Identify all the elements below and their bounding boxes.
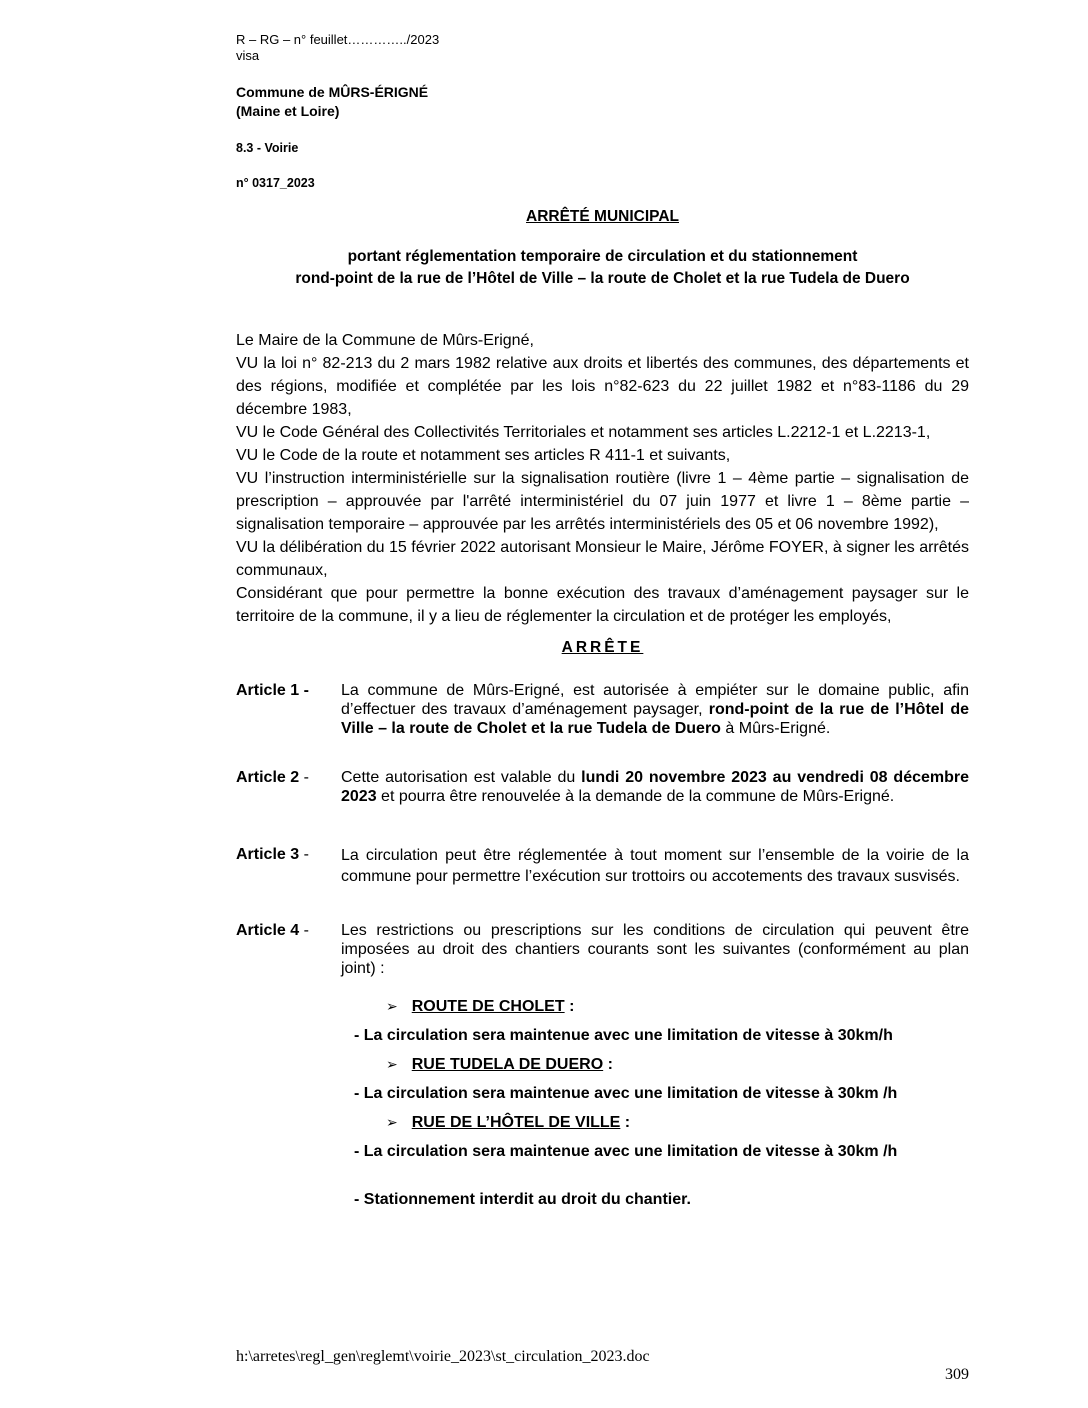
preamble-paragraph: VU l’instruction interministérielle sur la signalisation routière (livre 1 – 4ème partie – signalisation de prescription – approuvée par l'arrêté interministériel du 07 juin 1977 et livre 1 – 8ème partie – signalisation temporaire – approuvée par les arrêtés interministériels des 05 et 06 novembre 1992), bbox=[236, 470, 969, 533]
preamble-paragraph: VU la loi n° 82-213 du 2 mars 1982 relative aux droits et libertés des communes, des départements et des régions, modifiée et complétée par les lois n°82-623 du 22 juillet 1982 et n°83-1186 du 29 décembre 1983, bbox=[236, 355, 969, 418]
commune-name: Commune de MÛRS-ÉRIGNÉ bbox=[236, 84, 429, 100]
preamble-paragraph: VU le Code de la route et notamment ses articles R 411-1 et suivants, bbox=[236, 447, 731, 464]
parking-rule: - Stationnement interdit au droit du chantier. bbox=[354, 1191, 691, 1208]
article-1-label: Article 1 - bbox=[236, 682, 309, 699]
arrow-icon: ➢ bbox=[386, 1057, 398, 1073]
departement: (Maine et Loire) bbox=[236, 103, 340, 119]
reference-line: R – RG – n° feuillet…………../2023 bbox=[236, 32, 440, 47]
article-3-label bbox=[236, 845, 309, 865]
bullet-heading bbox=[386, 1055, 613, 1075]
arrow-icon: ➢ bbox=[386, 999, 398, 1015]
preamble-paragraph: VU le Code Général des Collectivités Territoriales et notamment ses articles L.2212-1 et L.2213-1, bbox=[236, 424, 931, 441]
colon: : bbox=[620, 1114, 631, 1131]
article-1-text bbox=[341, 681, 969, 738]
colon: : bbox=[564, 998, 575, 1015]
street-name: ROUTE DE CHOLET bbox=[411, 998, 565, 1015]
article-2-text-post: et pourra être renouvelée à la demande de la commune de Mûrs-Erigné. bbox=[376, 788, 895, 805]
preamble-paragraph: Considérant que pour permettre la bonne exécution des travaux d’aménagement paysager sur le territoire de la commune, il y a lieu de réglementer la circulation et de protéger les employés, bbox=[236, 585, 969, 625]
page-title: ARRÊTÉ MUNICIPAL bbox=[526, 208, 679, 225]
page-number: 309 bbox=[945, 1366, 969, 1383]
category: 8.3 - Voirie bbox=[236, 141, 299, 155]
visa-label: visa bbox=[236, 48, 260, 63]
speed-limit-rule: - La circulation sera maintenue avec une limitation de vitesse à 30km /h bbox=[354, 1143, 898, 1160]
article-3-separator: - bbox=[299, 846, 309, 863]
decree-number: n° 0317_2023 bbox=[236, 176, 315, 190]
article-2-separator: - bbox=[299, 769, 309, 786]
subtitle-line: rond-point de la rue de l’Hôtel de Ville – la route de Cholet et la rue Tudela de Duero bbox=[295, 270, 910, 287]
file-path: h:\arretes\regl_gen\reglemt\voirie_2023\st_circulation_2023.doc bbox=[236, 1348, 650, 1365]
colon: : bbox=[603, 1056, 613, 1073]
article-2-dates: lundi 20 novembre 2023 au vendredi 08 décembre 2023 bbox=[341, 769, 970, 805]
street-name: RUE TUDELA DE DUERO bbox=[411, 1056, 604, 1073]
speed-limit-rule: - La circulation sera maintenue avec une limitation de vitesse à 30km/h bbox=[354, 1027, 893, 1044]
article-1-text-post: à Mûrs-Erigné. bbox=[720, 720, 831, 737]
article-2-text bbox=[341, 768, 969, 806]
article-1-location: rond-point de la rue de l’Hôtel de Ville – la route de Cholet et la rue Tudela de Duero bbox=[341, 701, 969, 737]
article-2-label-text: Article 2 bbox=[236, 769, 300, 786]
arrete-heading: ARRÊTE bbox=[561, 639, 644, 656]
article-1-text-pre: La commune de Mûrs-Erigné, est autorisée à empiéter sur le domaine public, afin d’effectuer des travaux d’aménagement paysager, bbox=[341, 682, 969, 718]
preamble-paragraph: Le Maire de la Commune de Mûrs-Erigné, bbox=[236, 332, 534, 349]
article-3-text: La circulation peut être réglementée à tout moment sur l’ensemble de la voirie de la commune pour permettre l’exécution sur trottoirs ou accotements des travaux susvisés. bbox=[341, 847, 969, 885]
bullet-heading bbox=[386, 997, 574, 1017]
arrow-icon: ➢ bbox=[386, 1115, 398, 1131]
subtitle-line: portant réglementation temporaire de circulation et du stationnement bbox=[347, 248, 858, 265]
preamble bbox=[236, 329, 969, 628]
article-4-separator: - bbox=[299, 922, 309, 939]
article-4-label bbox=[236, 921, 309, 941]
street-name: RUE DE L’HÔTEL DE VILLE bbox=[411, 1114, 621, 1131]
article-2-label bbox=[236, 768, 309, 788]
subtitle bbox=[236, 246, 969, 290]
article-4-text: Les restrictions ou prescriptions sur les conditions de circulation qui peuvent être imposées au droit des chantiers courants sont les suivantes (conformément au plan joint) : bbox=[341, 922, 969, 977]
preamble-paragraph: VU la délibération du 15 février 2022 autorisant Monsieur le Maire, Jérôme FOYER, à signer les arrêtés communaux, bbox=[236, 539, 969, 579]
bullet-heading bbox=[386, 1113, 630, 1133]
article-2-text-pre: Cette autorisation est valable du bbox=[341, 769, 582, 786]
speed-limit-rule: - La circulation sera maintenue avec une limitation de vitesse à 30km /h bbox=[354, 1085, 898, 1102]
article-4-label-text: Article 4 bbox=[236, 922, 300, 939]
article-3-label-text: Article 3 bbox=[236, 846, 300, 863]
